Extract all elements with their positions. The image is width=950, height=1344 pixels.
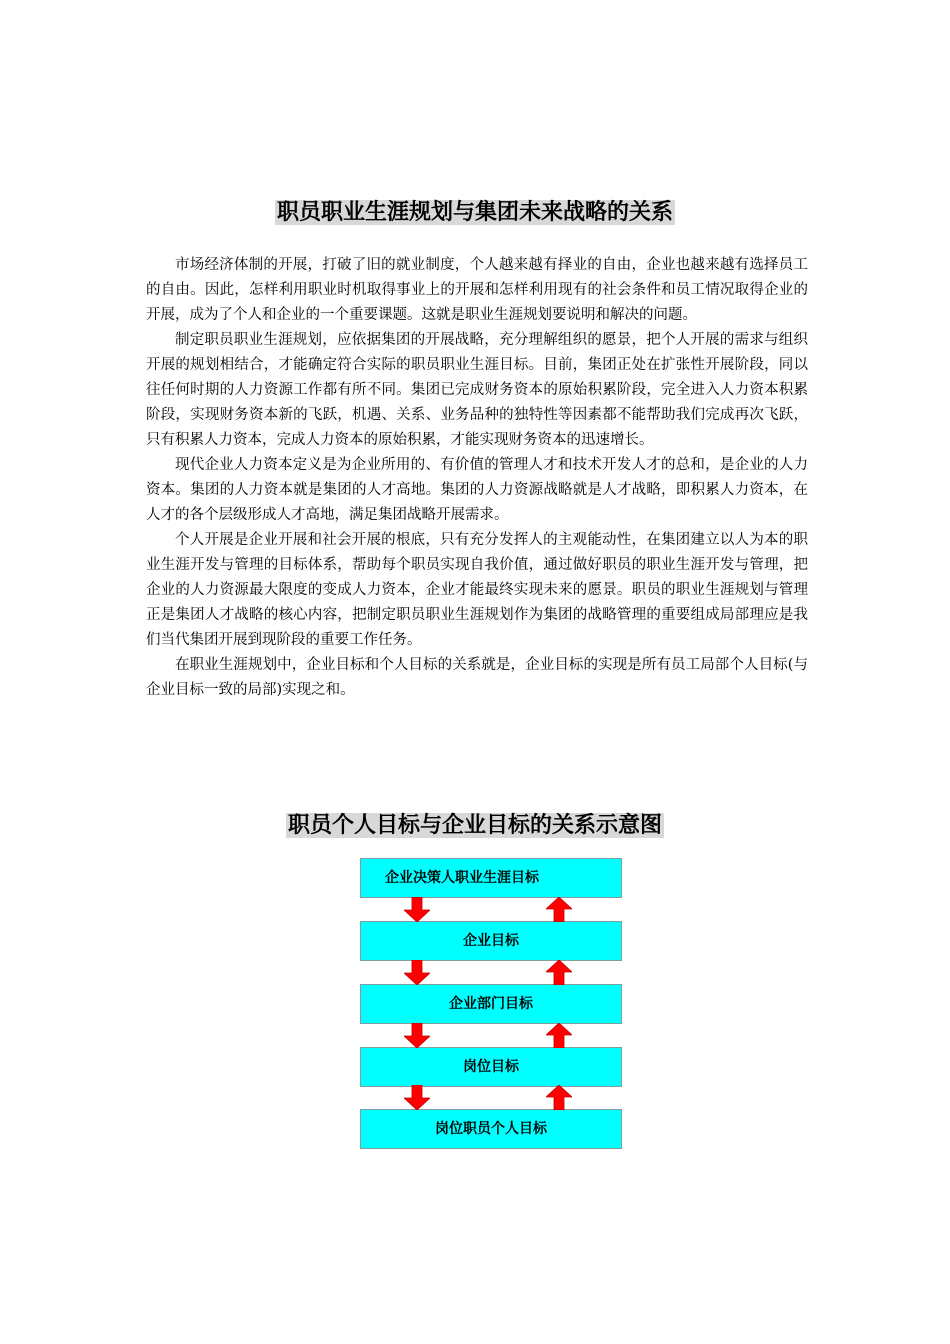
down-arrow-icon [404,1023,430,1048]
up-arrow-icon [546,1023,572,1048]
level-box-decision-maker-goal: 企业决策人职业生涯目标 [360,858,622,898]
up-arrow-icon [546,897,572,922]
document-title [0,197,950,229]
level-box-position-goal: 岗位目标 [360,1047,622,1087]
level-box-enterprise-goal: 企业目标 [360,921,622,961]
goal-hierarchy-diagram [360,858,622,1148]
down-arrow-icon [404,1085,430,1110]
document-title-text: 职员职业生涯规划与集团未来战略的关系 [276,200,673,225]
down-arrow-icon [404,960,430,985]
down-arrow-icon [404,897,430,922]
paragraph: 市场经济体制的开展，打破了旧的就业制度，个人越来越有择业的自由，企业也越来越有选择员工的自由。因此，怎样利用职业时机取得事业上的开展和怎样利用现有的社会条件和员工情况取得企业的开展，成为了个人和企业的一个重要课题。这就是职业生涯规划要说明和解决的问题。 [146,257,808,323]
paragraph: 在职业生涯规划中，企业目标和个人目标的关系就是，企业目标的实现是所有员工局部个人目标(与企业目标一致的局部)实现之和。 [146,657,808,698]
level-box-employee-personal-goal: 岗位职员个人目标 [360,1109,622,1149]
paragraph: 现代企业人力资本定义是为企业所用的、有价值的管理人才和技术开发人才的总和，是企业的人力资本。集团的人力资本就是集团的人才高地。集团的人力资源战略就是人才战略，即积累人力资本，在人才的各个层级形成人才高地，满足集团战略开展需求。 [146,457,808,523]
diagram-title-text: 职员个人目标与企业目标的关系示意图 [287,813,662,838]
up-arrow-icon [546,960,572,985]
paragraph: 制定职员职业生涯规划，应依据集团的开展战略，充分理解组织的愿景，把个人开展的需求与组织开展的规划相结合，才能确定符合实际的职员职业生涯目标。目前，集团正处在扩张性开展阶段，同以往任何时期的人力资源工作都有所不同。集团已完成财务资本的原始积累阶段，完全进入人力资本积累阶段，实现财务资本新的飞跃，机遇、关系、业务品种的独特性等因素都不能帮助我们完成再次飞跃，只有积累人力资本，完成人力资本的原始积累，才能实现财务资本的迅速增长。 [146,332,808,448]
up-arrow-icon [546,1085,572,1110]
document-body [146,253,808,703]
level-box-department-goal: 企业部门目标 [360,984,622,1024]
paragraph: 个人开展是企业开展和社会开展的根底，只有充分发挥人的主观能动性，在集团建立以人为本的职业生涯开发与管理的目标体系，帮助每个职员实现自我价值，通过做好职员的职业生涯开发与管理，把企业的人力资源最大限度的变成人力资本，企业才能最终实现未来的愿景。职员的职业生涯规划与管理正是集团人才战略的核心内容，把制定职员职业生涯规划作为集团的战略管理的重要组成局部理应是我们当代集团开展到现阶段的重要工作任务。 [146,532,808,648]
diagram-title [0,810,950,842]
